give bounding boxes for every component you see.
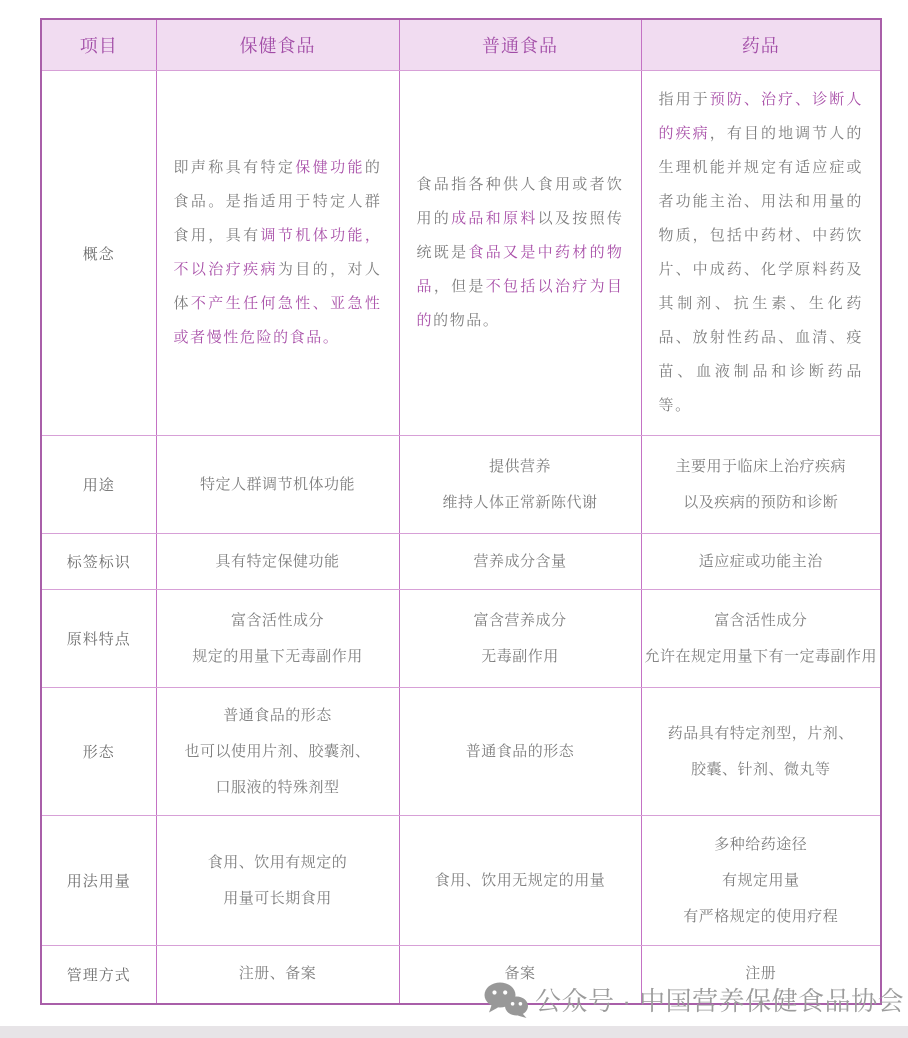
text-segment: ，但是 xyxy=(433,278,486,295)
table-cell xyxy=(641,436,881,534)
cell-line: 提供营养 xyxy=(488,457,551,475)
column-header-3: 药品 xyxy=(641,19,881,71)
table-cell xyxy=(156,688,399,816)
cell-line: 注册、备案 xyxy=(238,965,317,983)
table-cell xyxy=(156,816,399,946)
table-cell xyxy=(641,534,881,590)
table-cell xyxy=(156,946,399,1004)
text-segment: 指用于 xyxy=(658,91,710,108)
cell-line: 食用、饮用有规定的 xyxy=(207,853,348,871)
table-cell xyxy=(399,71,641,436)
column-header-1: 保健食品 xyxy=(156,19,399,71)
column-header-0: 项目 xyxy=(41,19,156,71)
cell-line: 口服液的特殊剂型 xyxy=(215,778,340,796)
cell-line: 多种给药途径 xyxy=(714,835,808,853)
highlighted-text-segment: 保健功能 xyxy=(295,159,365,176)
table-cell xyxy=(399,534,641,590)
table-header-row xyxy=(41,19,881,71)
text-segment: 的食品。是指适用于特定人群食用，具有 xyxy=(173,159,382,244)
table-cell xyxy=(156,436,399,534)
cell-line: 普通食品的形态 xyxy=(465,742,575,760)
cell-line: 规定的用量下无毒副作用 xyxy=(192,647,363,665)
table-row xyxy=(41,436,881,534)
cell-line: 适应症或功能主治 xyxy=(698,552,823,570)
highlighted-text-segment: 调节机体功能，不以治疗疾病 xyxy=(173,227,382,278)
text-segment: 为目的，对人体 xyxy=(173,261,382,312)
highlighted-text-segment: 不包括以治疗为目的 xyxy=(416,278,624,329)
table-cell xyxy=(399,688,641,816)
table-row xyxy=(41,688,881,816)
cell-line: 有严格规定的使用疗程 xyxy=(683,907,839,925)
text-segment: ，有目的地调节人的生理机能并规定有适应症或者功能主治、用法和用量的物质，包括中药材、中药饮片、中成药、化学原料药及其制剂、抗生素、生化药品、放射性药品、血清、疫苗、血液制品和诊断药品等。 xyxy=(658,125,863,414)
cell-line: 富含活性成分 xyxy=(714,611,808,629)
cell-line: 维持人体正常新陈代谢 xyxy=(442,493,598,511)
text-segment: 以及按照传统既是 xyxy=(416,210,624,261)
cell-line: 药品具有特定剂型，片剂、 xyxy=(667,724,854,742)
table-cell xyxy=(399,816,641,946)
cell-line: 普通食品的形态 xyxy=(223,706,332,724)
text-segment: 食品指各种供人食用或者饮用的 xyxy=(416,176,624,227)
highlighted-text-segment: 成品和原料 xyxy=(451,210,538,227)
cell-line: 备案 xyxy=(504,965,536,983)
cell-line: 也可以使用片剂、胶囊剂、 xyxy=(184,742,371,760)
table-cell xyxy=(399,590,641,688)
cell-line: 以及疾病的预防和诊断 xyxy=(683,493,839,511)
table-cell xyxy=(641,688,881,816)
row-label: 原料特点 xyxy=(41,590,156,688)
watermark-text: 公众号 · 中国营养保健食品协会 xyxy=(535,986,905,1016)
table-row xyxy=(41,534,881,590)
watermark xyxy=(483,981,904,1018)
table-cell xyxy=(156,71,399,436)
highlighted-text-segment: 不产生任何急性、亚急性或者慢性危险的食品。 xyxy=(173,295,382,346)
table-body xyxy=(41,71,881,1004)
table-cell xyxy=(156,534,399,590)
cell-line: 营养成分含量 xyxy=(473,552,567,570)
cell-line: 允许在规定用量下有一定毒副作用 xyxy=(644,647,877,665)
table-cell xyxy=(641,816,881,946)
cell-line: 注册 xyxy=(745,965,777,983)
cell-line: 胶囊、针剂、微丸等 xyxy=(690,760,831,778)
row-label: 形态 xyxy=(41,688,156,816)
wechat-icon xyxy=(483,981,529,1018)
text-segment: 即声称具有特定 xyxy=(173,159,296,176)
row-label: 用途 xyxy=(41,436,156,534)
cell-line: 食用、饮用无规定的用量 xyxy=(434,871,606,889)
cell-line: 无毒副作用 xyxy=(481,647,559,665)
row-label: 标签标识 xyxy=(41,534,156,590)
row-label: 概念 xyxy=(41,71,156,436)
bottom-gray-band xyxy=(0,1026,908,1038)
table-cell xyxy=(399,436,641,534)
table-cell xyxy=(641,71,881,436)
cell-line: 主要用于临床上治疗疾病 xyxy=(675,457,846,475)
table-row xyxy=(41,590,881,688)
cell-line: 特定人群调节机体功能 xyxy=(199,475,355,493)
table-row xyxy=(41,816,881,946)
header-row xyxy=(41,19,881,71)
comparison-table xyxy=(40,18,882,1005)
cell-line: 有规定用量 xyxy=(721,871,800,889)
row-label: 管理方式 xyxy=(41,946,156,1004)
row-label: 用法用量 xyxy=(41,816,156,946)
highlighted-text-segment: 食品又是中药材的物品 xyxy=(416,244,624,295)
cell-line: 用量可长期食用 xyxy=(223,889,332,907)
cell-line: 富含营养成分 xyxy=(473,611,567,629)
table-cell xyxy=(641,590,881,688)
cell-line: 具有特定保健功能 xyxy=(215,552,340,570)
highlighted-text-segment: 预防、治疗、诊断人的疾病 xyxy=(658,91,863,142)
table-cell xyxy=(156,590,399,688)
column-header-2: 普通食品 xyxy=(399,19,641,71)
text-segment: 的物品。 xyxy=(433,312,500,329)
table-row xyxy=(41,71,881,436)
cell-line: 富含活性成分 xyxy=(230,611,324,629)
